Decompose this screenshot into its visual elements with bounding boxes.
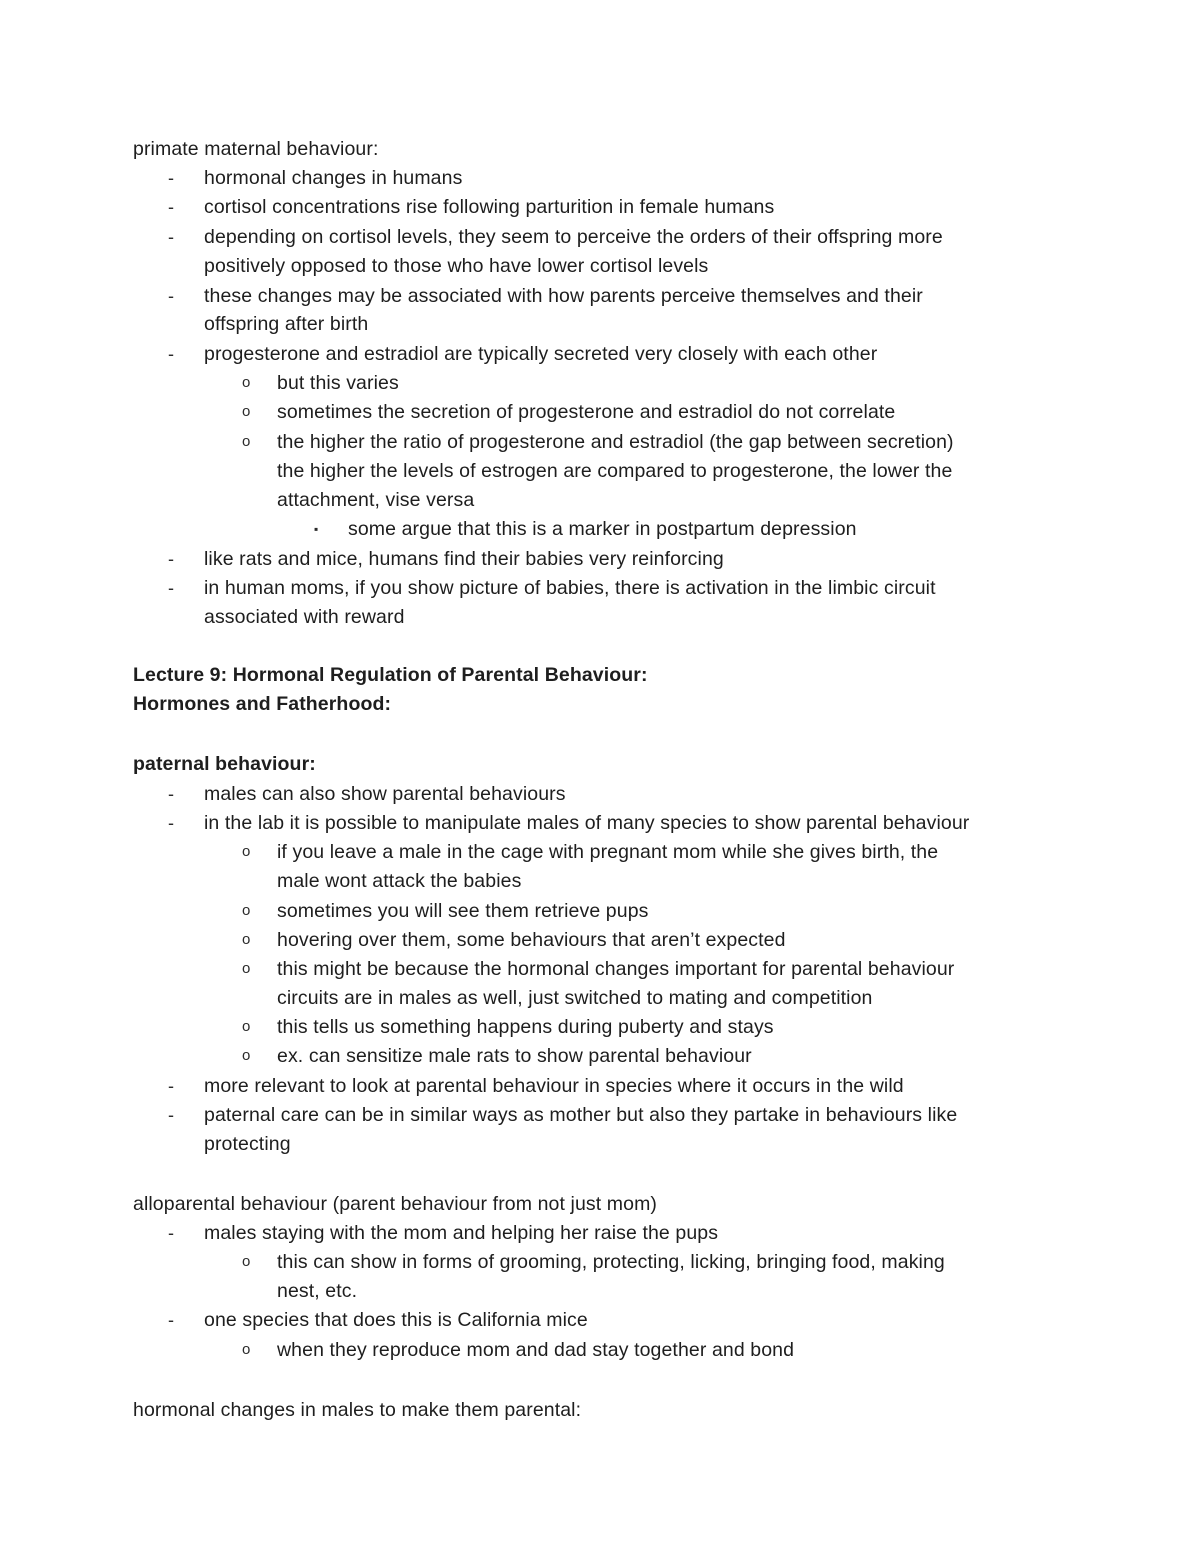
sub-list-item: but this varies [277, 372, 399, 394]
sub-list-item: this might be because the hormonal changes important for parental behaviour [277, 958, 955, 980]
section-heading-paternal: paternal behaviour: [133, 753, 316, 775]
list-item: progesterone and estradiol are typically secreted very closely with each other [204, 343, 878, 365]
circle-bullet: o [242, 960, 251, 977]
section-heading-primate: primate maternal behaviour: [133, 138, 379, 160]
dash-bullet: - [168, 168, 174, 188]
circle-bullet: o [242, 1341, 251, 1358]
dash-bullet: - [168, 1105, 174, 1125]
circle-bullet: o [242, 1018, 251, 1035]
list-item: these changes may be associated with how parents perceive themselves and their [204, 285, 923, 307]
dash-bullet: - [168, 1076, 174, 1096]
dash-bullet: - [168, 197, 174, 217]
dash-bullet: - [168, 549, 174, 569]
dash-bullet: - [168, 344, 174, 364]
sub-list-item: this can show in forms of grooming, protecting, licking, bringing food, making [277, 1251, 945, 1273]
sub-list-item: hovering over them, some behaviours that aren’t expected [277, 929, 786, 951]
list-item: like rats and mice, humans find their babies very reinforcing [204, 548, 724, 570]
list-item-continuation: positively opposed to those who have lower cortisol levels [204, 255, 709, 277]
list-item-continuation: associated with reward [204, 606, 405, 628]
list-item: males can also show parental behaviours [204, 783, 566, 805]
dash-bullet: - [168, 784, 174, 804]
list-item: cortisol concentrations rise following parturition in female humans [204, 196, 775, 218]
circle-bullet: o [242, 1253, 251, 1270]
dash-bullet: - [168, 227, 174, 247]
sub-list-item: this tells us something happens during puberty and stays [277, 1016, 774, 1038]
circle-bullet: o [242, 843, 251, 860]
list-item: in human moms, if you show picture of babies, there is activation in the limbic circuit [204, 577, 936, 599]
sub-list-item-continuation: the higher the levels of estrogen are compared to progesterone, the lower the [277, 460, 953, 482]
sub-list-item-continuation: attachment, vise versa [277, 489, 475, 511]
dash-bullet: - [168, 286, 174, 306]
dash-bullet: - [168, 1310, 174, 1330]
sub-list-item-continuation: nest, etc. [277, 1280, 358, 1302]
sub-list-item: when they reproduce mom and dad stay together and bond [277, 1339, 795, 1361]
sub-sub-list-item: some argue that this is a marker in postpartum depression [348, 518, 857, 540]
list-item: paternal care can be in similar ways as mother but also they partake in behaviours like [204, 1104, 958, 1126]
dash-bullet: - [168, 1223, 174, 1243]
section-heading-alloparental: alloparental behaviour (parent behaviour from not just mom) [133, 1193, 658, 1215]
circle-bullet: o [242, 403, 251, 420]
lecture-subtitle: Hormones and Fatherhood: [133, 693, 392, 715]
list-item: males staying with the mom and helping her raise the pups [204, 1222, 719, 1244]
list-item: hormonal changes in humans [204, 167, 463, 189]
list-item: depending on cortisol levels, they seem to perceive the orders of their offspring more [204, 226, 943, 248]
dash-bullet: - [168, 813, 174, 833]
sub-list-item: ex. can sensitize male rats to show parental behaviour [277, 1045, 752, 1067]
sub-list-item-continuation: male wont attack the babies [277, 870, 522, 892]
list-item-continuation: protecting [204, 1133, 291, 1155]
circle-bullet: o [242, 1047, 251, 1064]
circle-bullet: o [242, 374, 251, 391]
lecture-title: Lecture 9: Hormonal Regulation of Parental Behaviour: [133, 664, 648, 686]
circle-bullet: o [242, 433, 251, 450]
sub-list-item: the higher the ratio of progesterone and estradiol (the gap between secretion) [277, 431, 954, 453]
sub-list-item: sometimes the secretion of progesterone and estradiol do not correlate [277, 401, 896, 423]
section-heading-hormonal-males: hormonal changes in males to make them parental: [133, 1399, 582, 1421]
dash-bullet: - [168, 578, 174, 598]
sub-list-item: if you leave a male in the cage with pregnant mom while she gives birth, the [277, 841, 939, 863]
sub-list-item-continuation: circuits are in males as well, just switched to mating and competition [277, 987, 873, 1009]
list-item: in the lab it is possible to manipulate males of many species to show parental behaviour [204, 812, 970, 834]
list-item: one species that does this is California mice [204, 1309, 588, 1331]
sub-list-item: sometimes you will see them retrieve pups [277, 900, 649, 922]
list-item: more relevant to look at parental behaviour in species where it occurs in the wild [204, 1075, 904, 1097]
list-item-continuation: offspring after birth [204, 313, 369, 335]
circle-bullet: o [242, 902, 251, 919]
circle-bullet: o [242, 931, 251, 948]
square-bullet: ▪ [314, 522, 319, 536]
